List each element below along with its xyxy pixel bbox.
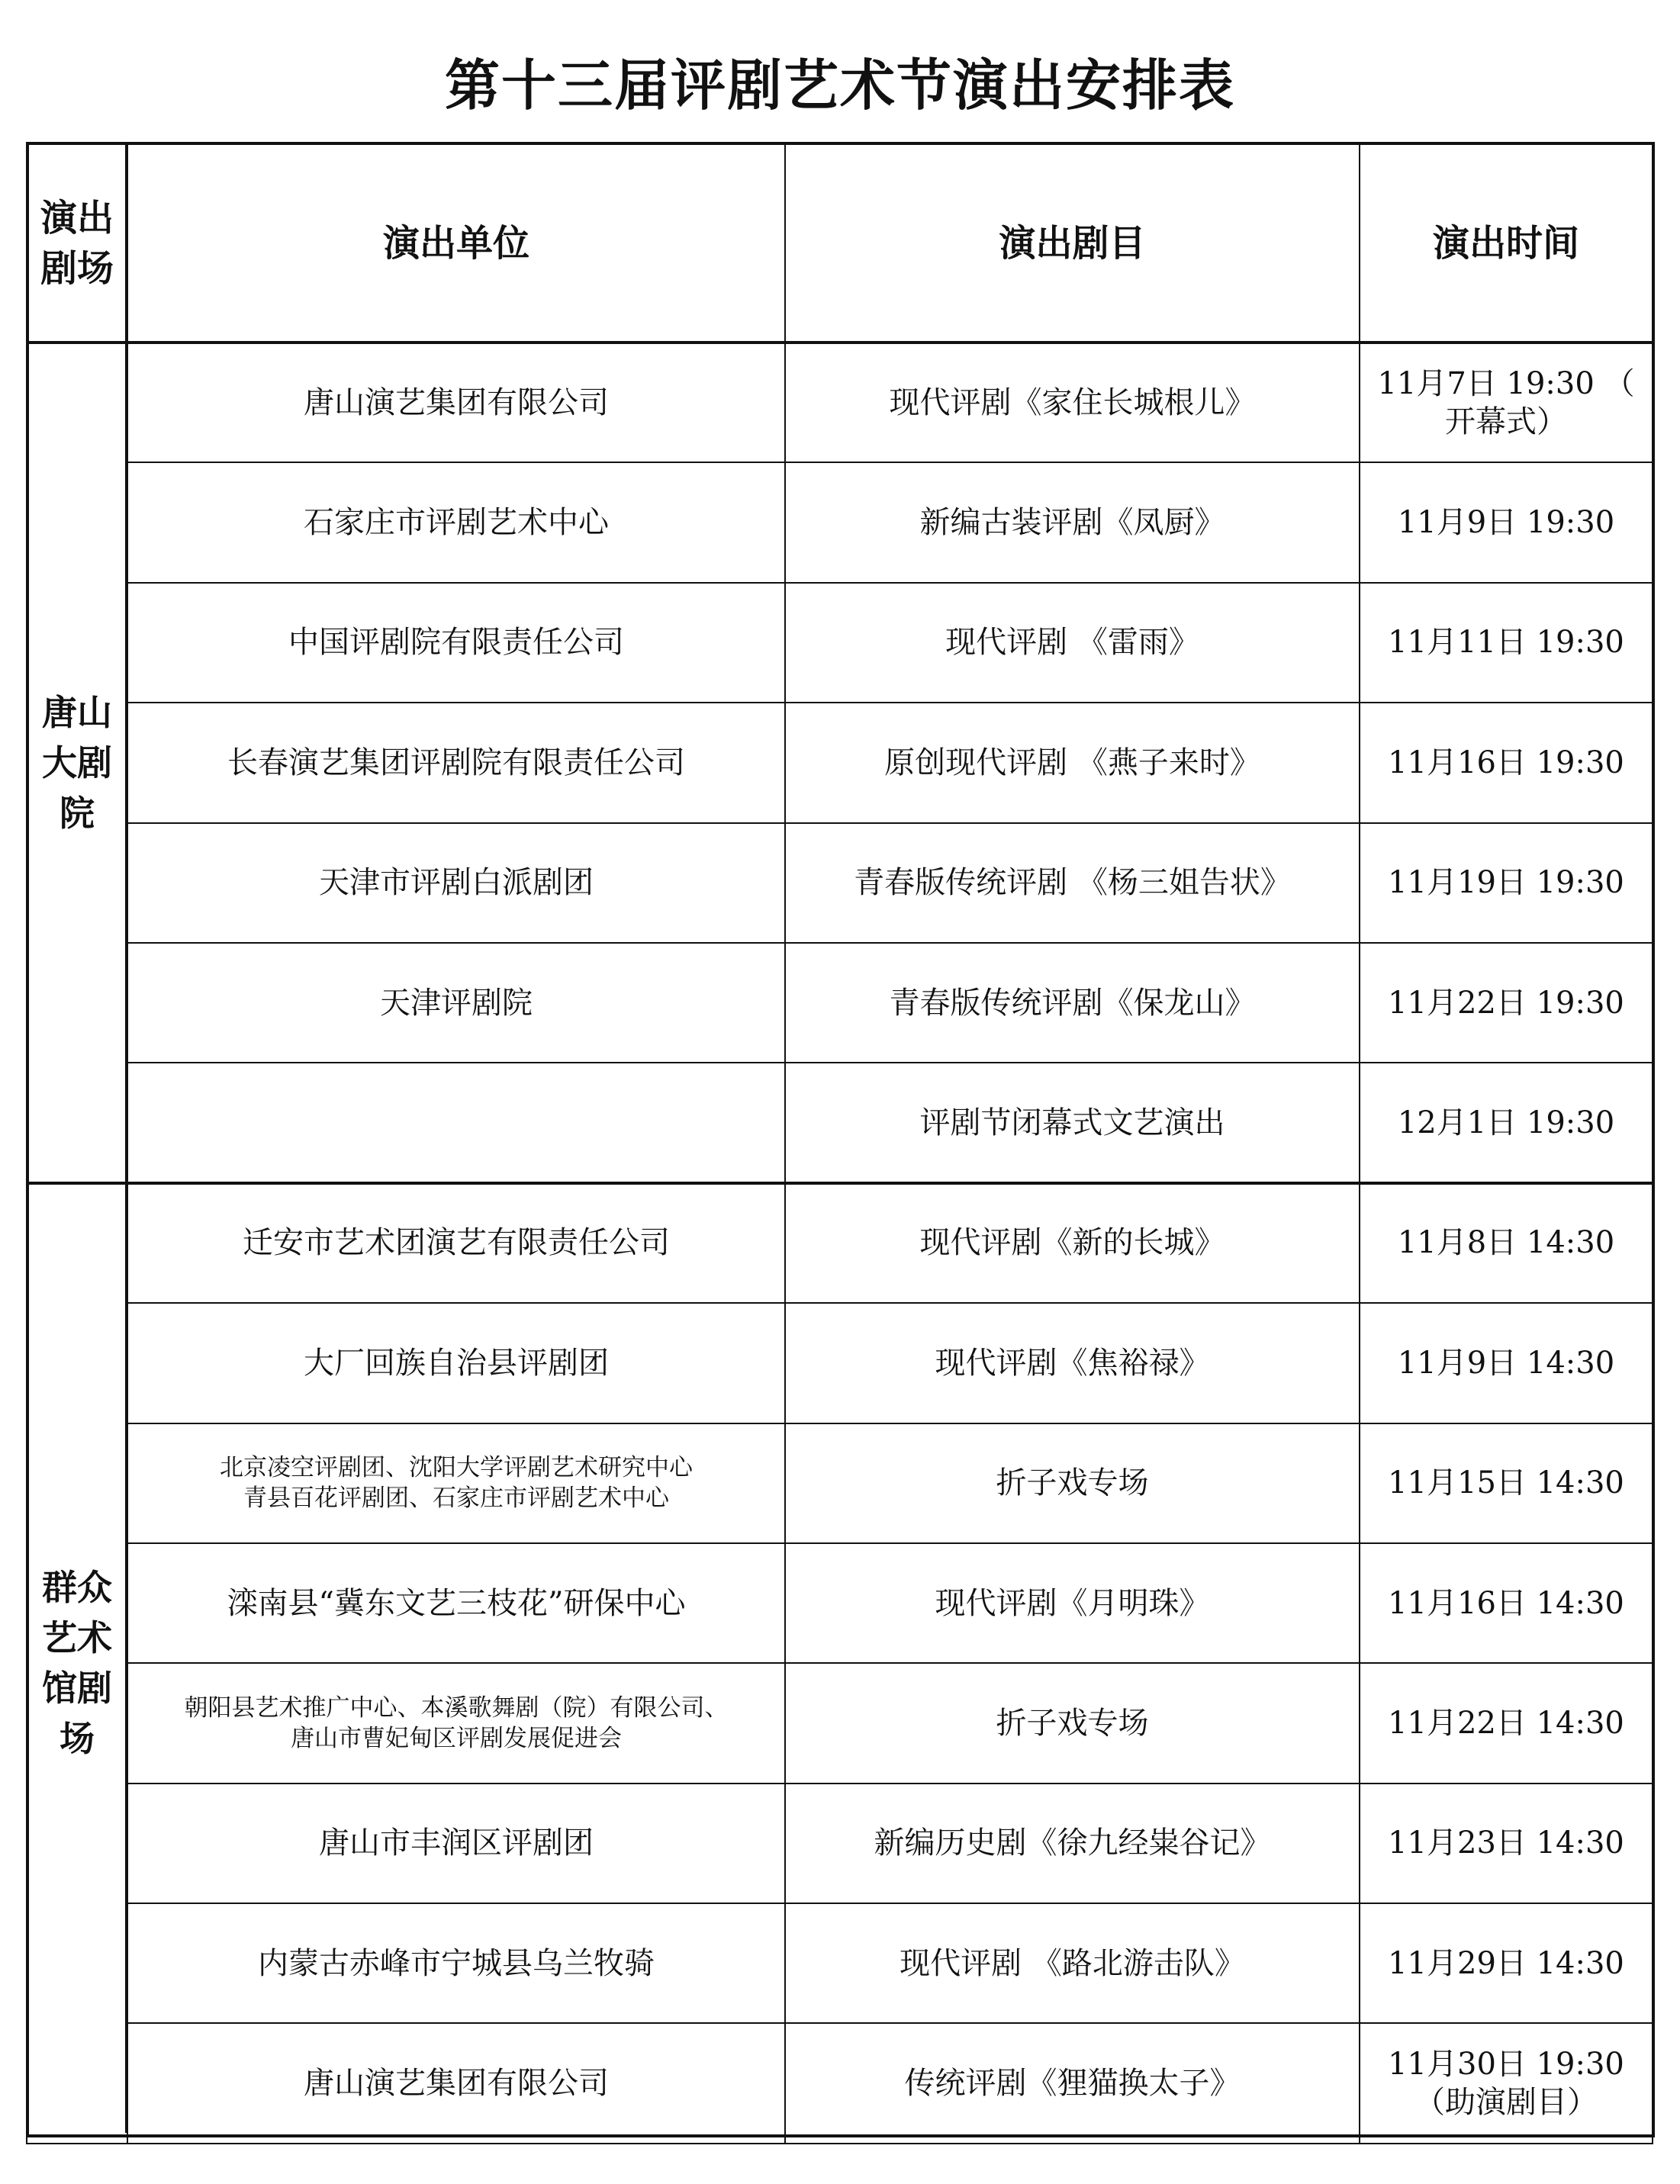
time-line: 开幕式） bbox=[1445, 404, 1567, 439]
time-line: 11月30日 19:30 bbox=[1388, 2047, 1624, 2083]
table-row bbox=[27, 1903, 1653, 2023]
program-cell: 现代评剧 《雷雨》 bbox=[785, 583, 1360, 703]
time-cell bbox=[1360, 462, 1653, 582]
unit-cell: 迁安市艺术团演艺有限责任公司 bbox=[127, 1183, 785, 1303]
time-line: （助演剧目） bbox=[1414, 2085, 1598, 2121]
program-cell: 青春版传统评剧 《杨三姐告状》 bbox=[785, 823, 1360, 943]
schedule-body bbox=[27, 144, 1653, 2144]
unit-cell bbox=[127, 1063, 785, 1182]
unit-cell: 天津市评剧白派剧团 bbox=[127, 823, 785, 943]
program-cell: 现代评剧《焦裕禄》 bbox=[785, 1303, 1360, 1423]
header-venue-text: 演出剧场 bbox=[40, 197, 114, 290]
unit-cell: 大厂回族自治县评剧团 bbox=[127, 1303, 785, 1423]
unit-cell: 长春演艺集团评剧院有限责任公司 bbox=[127, 703, 785, 822]
time-line: 11月19日 19:30 bbox=[1388, 865, 1624, 901]
program-cell: 折子戏专场 bbox=[785, 1663, 1360, 1783]
header-program: 演出剧目 bbox=[785, 144, 1360, 343]
table-row bbox=[27, 1183, 1653, 1303]
table-row bbox=[27, 1543, 1653, 1663]
unit-cell bbox=[127, 1663, 785, 1783]
venue-cell bbox=[27, 1183, 127, 2144]
program-cell: 折子戏专场 bbox=[785, 1423, 1360, 1543]
time-cell bbox=[1360, 1303, 1653, 1423]
table-row bbox=[27, 703, 1653, 822]
time-cell bbox=[1360, 1784, 1653, 1903]
unit-cell: 中国评剧院有限责任公司 bbox=[127, 583, 785, 703]
table-row bbox=[27, 1784, 1653, 1903]
program-cell: 新编古装评剧《凤厨》 bbox=[785, 462, 1360, 582]
time-line: 11月8日 14:30 bbox=[1397, 1225, 1615, 1261]
unit-cell: 石家庄市评剧艺术中心 bbox=[127, 462, 785, 582]
program-cell: 青春版传统评剧《保龙山》 bbox=[785, 943, 1360, 1063]
time-cell bbox=[1360, 1543, 1653, 1663]
time-line: 11月7日 19:30 （ bbox=[1377, 365, 1635, 401]
time-line: 11月22日 14:30 bbox=[1388, 1705, 1624, 1741]
time-cell bbox=[1360, 823, 1653, 943]
table-row bbox=[27, 1063, 1653, 1182]
time-line: 11月29日 14:30 bbox=[1388, 1945, 1624, 1981]
time-cell bbox=[1360, 1663, 1653, 1783]
time-line: 11月16日 19:30 bbox=[1388, 745, 1624, 780]
time-line: 11月16日 14:30 bbox=[1388, 1585, 1624, 1621]
unit-cell: 滦南县“冀东文艺三枝花”研保中心 bbox=[127, 1543, 785, 1663]
table-row bbox=[27, 462, 1653, 582]
program-cell: 现代评剧《新的长城》 bbox=[785, 1183, 1360, 1303]
table-row bbox=[27, 823, 1653, 943]
time-cell bbox=[1360, 583, 1653, 703]
time-line: 11月9日 19:30 bbox=[1397, 505, 1615, 541]
venue-name: 唐山大剧院 bbox=[42, 691, 112, 834]
time-line: 11月11日 19:30 bbox=[1388, 625, 1624, 661]
unit-cell: 唐山市丰润区评剧团 bbox=[127, 1784, 785, 1903]
unit-line: 唐山市曹妃甸区评剧发展促进会 bbox=[291, 1724, 622, 1752]
schedule-table bbox=[26, 143, 1653, 2144]
venue-cell bbox=[27, 343, 127, 1183]
time-cell bbox=[1360, 943, 1653, 1063]
time-cell bbox=[1360, 1063, 1653, 1182]
table-row bbox=[27, 2023, 1653, 2143]
table-row bbox=[27, 583, 1653, 703]
venue-divider bbox=[26, 1182, 1652, 1185]
time-cell bbox=[1360, 1903, 1653, 2023]
unit-cell bbox=[127, 1423, 785, 1543]
time-line: 12月1日 19:30 bbox=[1397, 1105, 1615, 1141]
program-cell: 现代评剧《月明珠》 bbox=[785, 1543, 1360, 1663]
header-row bbox=[27, 144, 1653, 343]
time-line: 11月9日 14:30 bbox=[1397, 1345, 1615, 1381]
time-line: 11月23日 14:30 bbox=[1388, 1825, 1624, 1861]
time-line: 11月15日 14:30 bbox=[1388, 1465, 1624, 1501]
table-row bbox=[27, 943, 1653, 1063]
time-cell bbox=[1360, 703, 1653, 822]
time-cell bbox=[1360, 1183, 1653, 1303]
venue-column-divider bbox=[125, 143, 128, 2133]
program-cell: 传统评剧《狸猫换太子》 bbox=[785, 2023, 1360, 2143]
program-cell: 新编历史剧《徐九经粜谷记》 bbox=[785, 1784, 1360, 1903]
unit-line: 朝阳县艺术推广中心、本溪歌舞剧（院）有限公司、 bbox=[184, 1693, 729, 1722]
time-cell bbox=[1360, 2023, 1653, 2143]
time-cell bbox=[1360, 343, 1653, 462]
unit-line: 青县百花评剧团、石家庄市评剧艺术中心 bbox=[243, 1484, 669, 1513]
table-row bbox=[27, 343, 1653, 462]
unit-cell: 内蒙古赤峰市宁城县乌兰牧骑 bbox=[127, 1903, 785, 2023]
program-cell: 评剧节闭幕式文艺演出 bbox=[785, 1063, 1360, 1182]
program-cell: 现代评剧《家住长城根儿》 bbox=[785, 343, 1360, 462]
page-title: 第十三届评剧艺术节演出安排表 bbox=[444, 53, 1235, 117]
unit-line: 北京凌空评剧团、沈阳大学评剧艺术研究中心 bbox=[220, 1454, 693, 1482]
unit-cell: 天津评剧院 bbox=[127, 943, 785, 1063]
program-cell: 现代评剧 《路北游击队》 bbox=[785, 1903, 1360, 2023]
time-cell bbox=[1360, 1423, 1653, 1543]
program-cell: 原创现代评剧 《燕子来时》 bbox=[785, 703, 1360, 822]
venue-name: 群众艺术馆剧场 bbox=[42, 1567, 112, 1760]
table-row bbox=[27, 1663, 1653, 1783]
header-divider bbox=[26, 341, 1652, 344]
header-venue bbox=[27, 144, 127, 343]
time-line: 11月22日 19:30 bbox=[1388, 985, 1624, 1021]
unit-cell: 唐山演艺集团有限公司 bbox=[127, 343, 785, 462]
unit-cell: 唐山演艺集团有限公司 bbox=[127, 2023, 785, 2143]
table-row bbox=[27, 1303, 1653, 1423]
header-time: 演出时间 bbox=[1360, 144, 1653, 343]
table-row bbox=[27, 1423, 1653, 1543]
header-unit: 演出单位 bbox=[127, 144, 785, 343]
